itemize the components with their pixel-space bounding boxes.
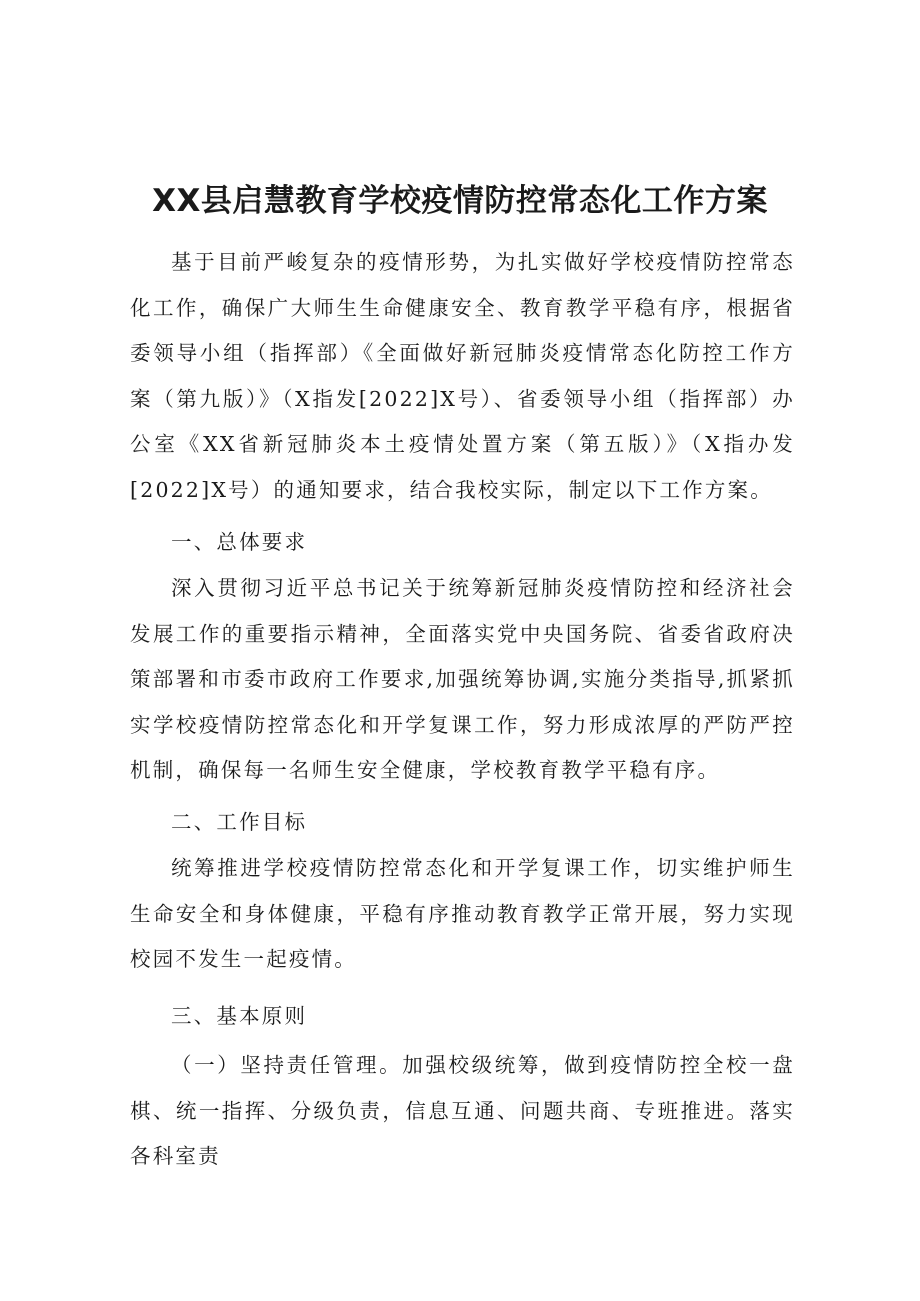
section-heading-work-goals: 二、工作目标 (171, 810, 308, 834)
section-heading-basic-principles: 三、基本原则 (171, 1004, 308, 1028)
section-paragraph-basic-principles: （一）坚持责任管理。加强校级统筹，做到疫情防控全校一盘棋、统一指挥、分级负责，信息互通、问题共商、专班推进。落实各科室责 (130, 1053, 795, 1168)
document-title: XX县启慧教育学校疫情防控常态化工作方案 (152, 183, 768, 219)
intro-paragraph: 基于目前严峻复杂的疫情形势，为扎实做好学校疫情防控常态化工作，确保广大师生生命健康安全、教育教学平稳有序，根据省委领导小组（指挥部）《全面做好新冠肺炎疫情常态化防控工作方案（第九版）》（X指发[2022]X号）、省委领导小组（指挥部）办公室《XX省新冠肺炎本土疫情处置方案（第五版）》（X指办发[2022]X号）的通知要求，结合我校实际，制定以下工作方案。 (130, 250, 795, 502)
section-heading-overall-requirements: 一、总体要求 (171, 530, 308, 554)
section-paragraph-overall-requirements: 深入贯彻习近平总书记关于统筹新冠肺炎疫情防控和经济社会发展工作的重要指示精神，全面落实党中央国务院、省委省政府决策部署和市委市政府工作要求,加强统筹协调,实施分类指导,抓紧抓实学校疫情防控常态化和开学复课工作，努力形成浓厚的严防严控机制，确保每一名师生安全健康，学校教育教学平稳有序。 (130, 576, 795, 782)
section-paragraph-work-goals: 统筹推进学校疫情防控常态化和开学复课工作，切实维护师生生命安全和身体健康，平稳有序推动教育教学正常开展，努力实现校园不发生一起疫情。 (130, 856, 795, 971)
